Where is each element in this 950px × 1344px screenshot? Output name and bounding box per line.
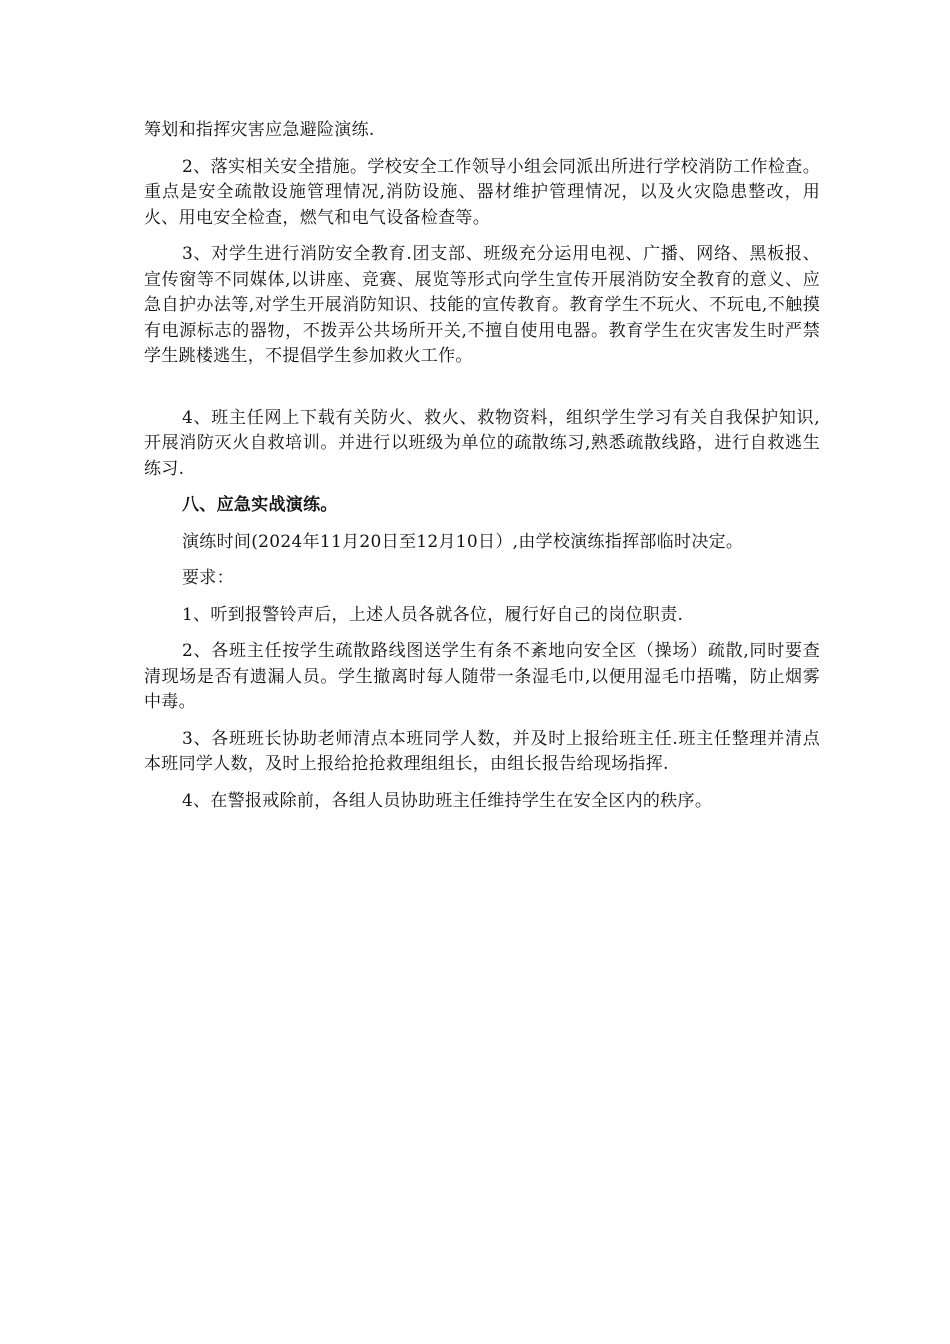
document-body bbox=[144, 118, 820, 825]
paragraph-fire-education: 3、对学生进行消防安全教育.团支部、班级充分运用电视、广播、网络、黑板报、宣传窗等不同媒体,以讲座、竞赛、展览等形式向学生宣传开展消防安全教育的意义、应急自护办法等,对学生开展消防知识、技能的宣传教育。教育学生不玩火、不玩电,不触摸有电源标志的器物，不拨弄公共场所开关,不擅自使用电器。教育学生在灾害发生时严禁学生跳楼逃生，不提倡学生参加救火工作。 bbox=[144, 244, 820, 366]
paragraph-drill-time: 演练时间(2024年11月20日至12月10日）,由学校演练指挥部临时决定。 bbox=[182, 531, 744, 552]
list-item-requirement-3: 3、各班班长协助老师清点本班同学人数，并及时上报给班主任.班主任整理并清点本班同学人数，及时上报给抢抢救理组组长，由组长报告给现场指挥. bbox=[144, 728, 820, 774]
list-item-requirement-2: 2、各班主任按学生疏散路线图送学生有条不紊地向安全区（操场）疏散,同时要查清现场是否有遗漏人员。学生撤离时每人随带一条湿毛巾,以便用湿毛巾捂嘴，防止烟雾中毒。 bbox=[144, 641, 820, 712]
paragraph-intro-continuation: 筹划和指挥灾害应急避险演练. bbox=[144, 120, 375, 140]
paragraph-requirements-label: 要求： bbox=[182, 568, 234, 588]
section-heading-drill: 八、应急实战演练。 bbox=[182, 495, 338, 515]
list-item-requirement-4: 4、在警报戒除前，各组人员协助班主任维持学生在安全区内的秩序。 bbox=[182, 790, 713, 811]
list-item-requirement-1: 1、听到报警铃声后，上述人员各就各位，履行好自己的岗位职责. bbox=[182, 604, 684, 625]
paragraph-teacher-training: 4、班主任网上下载有关防火、救火、救物资料，组织学生学习有关自我保护知识,开展消防灭火自救培训。并进行以班级为单位的疏散练习,熟悉疏散线路，进行自救逃生练习. bbox=[144, 407, 820, 479]
paragraph-safety-measures: 2、落实相关安全措施。学校安全工作领导小组会同派出所进行学校消防工作检查。重点是安全疏散设施管理情况,消防设施、器材维护管理情况，以及火灾隐患整改，用火、用电安全检查，燃气和电气设备检查等。 bbox=[144, 156, 820, 228]
